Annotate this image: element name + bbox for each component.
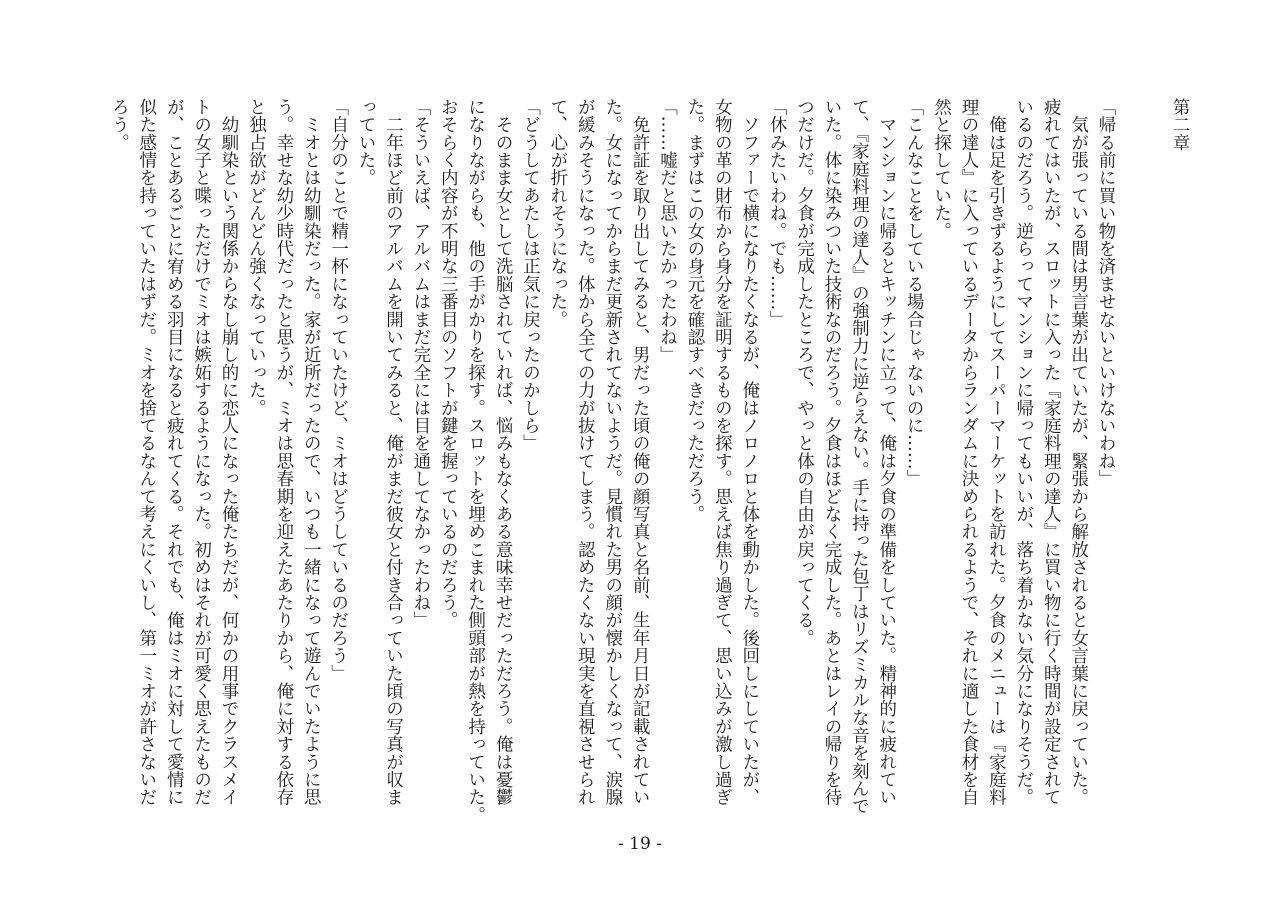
text-line: 免許証を取り出してみると、男だった頃の俺の顔写真と名前、生年月日が記載されてい	[630, 98, 651, 806]
text-line: マンションに帰るとキッチンに立って、俺は夕食の準備をしていた。精神的に疲れてい	[876, 98, 897, 806]
text-line: 「帰る前に買い物を済ませないといけないわね」	[1096, 98, 1116, 488]
text-line: 然と探していた。	[931, 98, 952, 240]
text-line: 「休みたいわね。でも……」	[767, 98, 788, 329]
text-line: 「自分のことで精一杯になっていたけど、ミオはどうしているのだろう」	[328, 98, 349, 683]
text-line: 似た感情を持っていたはずだ。ミオを捨てるなんて考えにくいし、第一ミオが許さないだ	[136, 98, 157, 806]
text-line: て、『家庭料理の達人』の強制力に逆らえない。手に持った包丁はリズミカルな音を刻んで	[849, 98, 870, 815]
text-line: が、ことあるごとに宥める羽目になると疲れてくる。それでも、俺はミオに対して愛情に	[164, 98, 185, 806]
text-line: ろう。	[109, 98, 130, 152]
text-line: 女物の革の財布から身分を証明するものを探す。思えば焦り過ぎて、思い込みが激し過ぎ	[712, 98, 733, 806]
text-line: 気が張っている間は男言葉が出ていたが、緊張から解放されると女言葉に戻っていた。	[1068, 98, 1089, 806]
chapter-title: 第二章	[1170, 98, 1190, 152]
text-line: 「……嘘だと思いたかったわね」	[657, 98, 678, 364]
text-line: う。幸せな幼少時代だったと思うが、ミオは思春期を迎えたあたりから、俺に対する依存	[273, 98, 294, 806]
page-number: - 19 -	[618, 834, 662, 854]
text-line: 「こんなことをしている場合じゃないのに……」	[904, 98, 925, 488]
text-line: 二年ほど前のアルバムを開いてみると、俺がまだ彼女と付き合っていた頃の写真が収ま	[383, 98, 404, 806]
text-line: いた。体に染みついた技術なのだろう。夕食はほどなく完成した。あとはレイの帰りを待	[821, 98, 842, 806]
text-line: 「そういえば、アルバムはまだ完全には目を通してなかったわね」	[410, 98, 431, 629]
text-line: ソファーで横になりたくなるが、俺はノロノロと体を動かした。後回しにしていたが、	[739, 98, 760, 806]
text-line: 俺は足を引きずるようにしてスーパーマーケットを訪れた。夕食のメニューは『家庭料	[986, 98, 1007, 806]
text-line: た。女になってからまだ更新されてないようだ。見慣れた男の顔が懐かしくなって、涙腺	[602, 98, 623, 806]
text-line: っていた。	[356, 98, 377, 187]
text-line: 幼馴染という関係からなし崩し的に恋人になった俺たちだが、何かの用事でクラスメイ	[219, 98, 239, 806]
body-text	[105, 98, 1119, 828]
text-line: おそらく内容が不明な三番目のソフトが鍵を握っているのだろう。	[438, 98, 459, 629]
text-line: トの女子と喋っただけでミオは嫉妬するようになった。初めはそれが可愛く思えたものだ	[191, 98, 212, 806]
text-line: ミオとは幼馴染だった。家が近所だったので、いつも一緒になって遊んでいたように思	[301, 98, 322, 806]
text-line: そのまま女として洗脳されていれば、悩みもなくある意味幸せだっただろう。俺は憂鬱	[493, 98, 514, 806]
text-line: になりながらも、他の手がかりを探す。スロットを埋めこまれた側頭部が熱を持っていた。	[465, 98, 486, 824]
text-line: て、心が折れそうになった。	[547, 98, 568, 329]
text-line: 疲れてはいたが、スロットに入った『家庭料理の達人』に買い物に行く時間が設定されて	[1041, 98, 1062, 806]
text-line: と独占欲がどんどん強くなっていった。	[246, 98, 267, 417]
text-line: が緩みそうになった。体から全ての力が抜けてしまう。認めたくない現実を直視させられ	[575, 98, 596, 806]
text-line: いるのだろう。逆らってマンションに帰ってもいいが、落ち着かない気分になりそうだ。	[1013, 98, 1034, 806]
text-line: 理の達人』に入っているデータからランダムに決められるようで、それに適した食材を自	[958, 98, 979, 806]
text-line: た。まずはこの女の身元を確認すべきだっただろう。	[684, 98, 705, 523]
text-line: つだけだ。夕食が完成したところで、やっと体の自由が戻ってくる。	[794, 98, 815, 647]
text-line: 「どうしてあたしは正気に戻ったのかしら」	[520, 98, 541, 452]
